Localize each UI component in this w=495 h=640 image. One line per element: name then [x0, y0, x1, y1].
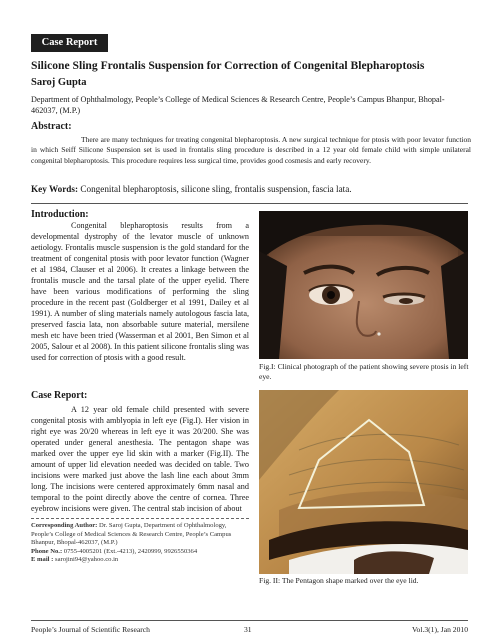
footer-volume: Vol.3(1), Jan 2010	[412, 625, 468, 634]
figure-1-photo	[259, 211, 468, 359]
author-affiliation: Department of Ophthalmology, People’s College of Medical Sciences & Research Centre, People’s Campus Bhanpur, Bhopal-462037, (M.P.)	[31, 95, 445, 115]
author-name: Saroj Gupta	[31, 77, 87, 88]
divider	[31, 203, 468, 204]
correspondence-note	[31, 522, 249, 565]
figure-1-caption: Fig.I: Clinical photograph of the patient showing severe ptosis in left eye.	[259, 362, 469, 381]
footnote-divider	[31, 518, 249, 519]
email-label: E mail :	[31, 556, 54, 564]
phone-label: Phone No.:	[31, 547, 63, 555]
case-report-text: A 12 year old female child presented with severe congenital ptosis with amblyopia in left eye (Fig.I). Her vision in right eye was 20/20 whereas in left eye it was 20/200. She was operated under general anesthesia. The pentagon shape was marked over the upper eye lid skin with a marker (Fig.II). The amount of upper lid elevation needed was decided on table. Two incisions were marked just above the lash line each about 3mm long. The incisions were centered approximately 6mm nasal and temporal to the point directly above the centre of cornea. Three eyebrow incisions were given. The central stab incision of about	[31, 405, 249, 513]
figure-2-caption: Fig. II: The Pentagon shape marked over the eye lid.	[259, 576, 419, 585]
phone-number: 0755-4005201 (Ext.-4213), 2420999, 9926550364	[63, 547, 198, 555]
correspondence-label: Corresponding Author:	[31, 522, 98, 529]
keywords	[31, 184, 471, 194]
introduction-text: Congenital blepharoptosis results from a developmental dystrophy of the levator muscle of unknown aetiology. Frontalis muscle suspension is the gold standard for the treatment of congenital ptosis with poor levator function (Wagner et al 1984, Clauser et al 2006). It creates a linkage between the frontalis muscle and the tarsal plate of the upper eyelid. There have been various modifications of performing the sling procedure in the recent past (Goldberger et al 1991, Dailey et al 1991). A number of sling materials namely autologous fascia lata, preserved fascia lata, non absorbable suture material, mersilene mesh etc have been tried (Wasserman et al 2001, Ben Simon et al 2005, Salour et al 2008). In this patient silicone frontalis sling was used for correction of ptosis with a good result.	[31, 221, 249, 362]
footer-journal: People’s Journal of Scientific Research	[31, 625, 150, 634]
keywords-text: Congenital blepharoptosis, silicone sling, frontalis suspension, fascia lata.	[80, 184, 352, 194]
footer-divider	[31, 620, 468, 621]
abstract-heading: Abstract:	[31, 121, 72, 132]
footer-page-number: 31	[244, 625, 252, 634]
article-type-badge: Case Report	[31, 34, 108, 52]
figure-2-photo	[259, 390, 468, 574]
case-report-heading: Case Report:	[31, 390, 88, 401]
email-address: sarojini94@yahoo.co.in	[55, 556, 119, 564]
keywords-label: Key Words:	[31, 184, 79, 194]
introduction-heading: Introduction:	[31, 209, 89, 220]
abstract-text: There are many techniques for treating congenital blepharoptosis. A new surgical technique for ptosis with poor levator function in which Seiff Silicone Suspension set is used in frontalis sling procedure is described in a 12 year old female child with simple unilateral congenital blepharoptosis. This procedure requires less surgical time, provides good cosmesis and early recovery.	[31, 135, 471, 165]
article-title: Silicone Sling Frontalis Suspension for Correction of Congenital Blepharoptosis	[31, 59, 425, 72]
correspondence-text: Dr. Saroj Gupta, Department of Ophthalmology, People’s College of Medical Sciences & Research Centre, People’s Campus Bhanpur, Bhopal-462037, (M.P.)	[31, 522, 232, 547]
